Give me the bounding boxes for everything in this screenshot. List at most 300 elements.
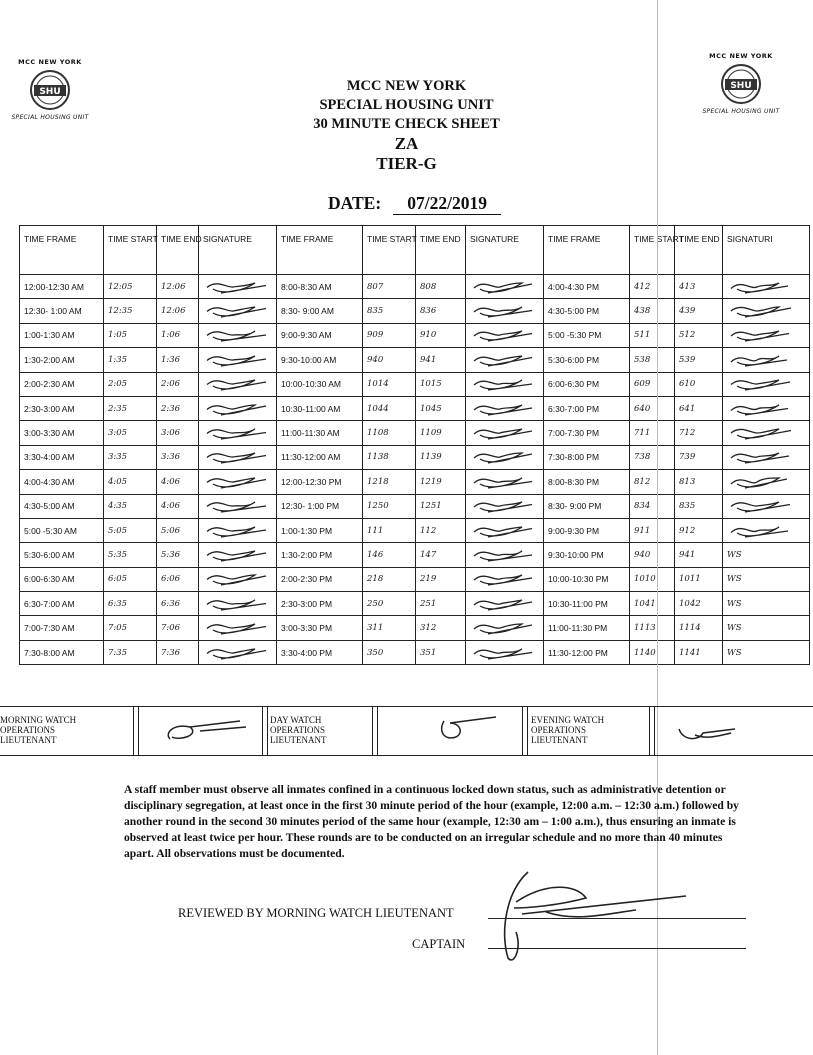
signature-cell <box>466 494 544 518</box>
signature-scribble-icon <box>203 277 273 297</box>
time-frame-cell: 6:30-7:00 PM <box>544 396 630 420</box>
time-end-cell: 5:36 <box>157 543 199 567</box>
time-start-cell: 12:05 <box>104 275 157 299</box>
time-start-cell: 640 <box>630 396 675 420</box>
badge-text: SHU <box>39 87 61 97</box>
time-start-cell: 609 <box>630 372 675 396</box>
signature-scribble-icon <box>203 325 273 345</box>
time-end-cell: 539 <box>675 348 723 372</box>
logo-unit-text: SPECIAL HOUSING UNIT <box>702 108 780 115</box>
time-end-cell: 219 <box>416 567 466 591</box>
time-frame-cell: 10:30-11:00 PM <box>544 592 630 616</box>
time-end-cell: 1251 <box>416 494 466 518</box>
time-start-cell: 146 <box>363 543 416 567</box>
time-start-cell: 1108 <box>363 421 416 445</box>
signature-cell <box>466 592 544 616</box>
signature-cell: WS <box>723 616 810 640</box>
time-end-cell: 739 <box>675 445 723 469</box>
time-start-cell: 3:35 <box>104 445 157 469</box>
time-frame-cell: 8:30- 9:00 PM <box>544 494 630 518</box>
time-start-cell: 940 <box>630 543 675 567</box>
morning-signature-icon <box>160 717 250 745</box>
time-start-cell: 1218 <box>363 470 416 494</box>
morning-operations-line: OPERATIONS <box>0 725 56 735</box>
time-end-cell: 1141 <box>675 640 723 664</box>
time-frame-cell: 3:30-4:00 AM <box>20 445 104 469</box>
signature-cell <box>723 445 810 469</box>
signature-scribble-icon <box>470 496 540 516</box>
signature-cell <box>723 372 810 396</box>
time-end-cell: 6:06 <box>157 567 199 591</box>
signature-scribble-icon <box>203 569 273 589</box>
signature-scribble-icon <box>727 423 797 443</box>
time-frame-cell: 7:00-7:30 AM <box>20 616 104 640</box>
time-end-cell: 1045 <box>416 396 466 420</box>
time-frame-cell: 1:00-1:30 AM <box>20 323 104 347</box>
time-start-cell: 311 <box>363 616 416 640</box>
time-end-cell: 941 <box>416 348 466 372</box>
evening-watch-line: EVENING WATCH <box>531 715 605 725</box>
signature-cell <box>199 299 277 323</box>
day-operations-line: OPERATIONS <box>270 725 326 735</box>
header-line-4: ZA <box>394 134 419 153</box>
time-start-cell: 2:35 <box>104 396 157 420</box>
table-row <box>20 421 810 445</box>
time-frame-cell: 5:00 -5:30 PM <box>544 323 630 347</box>
time-start-cell: 4:35 <box>104 494 157 518</box>
time-start-cell: 834 <box>630 494 675 518</box>
signature-scribble-icon <box>727 277 797 297</box>
time-frame-cell: 4:00-4:30 PM <box>544 275 630 299</box>
header-line-1: MCC NEW YORK <box>346 78 467 94</box>
signature-scribble-icon <box>470 521 540 541</box>
time-start-cell: 350 <box>363 640 416 664</box>
header-line-5: TIER-G <box>376 154 437 173</box>
check-sheet-table <box>19 225 810 665</box>
time-start-cell: 12:35 <box>104 299 157 323</box>
table-row <box>20 518 810 542</box>
signature-cell <box>723 518 810 542</box>
signature-scribble-icon <box>203 496 273 516</box>
time-end-cell: 1219 <box>416 470 466 494</box>
signature-scribble-icon <box>727 447 797 467</box>
signature-cell <box>199 445 277 469</box>
time-start-cell: 4:05 <box>104 470 157 494</box>
time-start-cell: 6:35 <box>104 592 157 616</box>
time-end-cell: 910 <box>416 323 466 347</box>
signature-cell <box>723 470 810 494</box>
signature-cell <box>466 421 544 445</box>
time-frame-cell: 8:00-8:30 PM <box>544 470 630 494</box>
time-start-cell: 538 <box>630 348 675 372</box>
signature-cell <box>199 592 277 616</box>
signature-scribble-icon <box>470 277 540 297</box>
signature-cell <box>466 275 544 299</box>
logo-org-text: MCC NEW YORK <box>18 58 82 66</box>
time-end-cell: 312 <box>416 616 466 640</box>
time-end-cell: 912 <box>675 518 723 542</box>
time-end-cell: 1015 <box>416 372 466 396</box>
signature-cell <box>466 640 544 664</box>
column-header: TIME FRAME <box>20 226 104 275</box>
time-frame-cell: 7:00-7:30 PM <box>544 421 630 445</box>
signature-scribble-icon <box>727 374 797 394</box>
time-frame-cell: 2:30-3:00 PM <box>277 592 363 616</box>
time-start-cell: 511 <box>630 323 675 347</box>
time-frame-cell: 7:30-8:00 PM <box>544 445 630 469</box>
time-end-cell: 1011 <box>675 567 723 591</box>
signature-scribble-icon <box>727 521 797 541</box>
time-frame-cell: 2:00-2:30 AM <box>20 372 104 396</box>
time-frame-cell: 4:00-4:30 AM <box>20 470 104 494</box>
signature-cell <box>723 396 810 420</box>
signature-scribble-icon <box>203 545 273 565</box>
column-header: SIGNATURE <box>466 226 544 275</box>
table-row <box>20 543 810 567</box>
time-start-cell: 6:05 <box>104 567 157 591</box>
time-end-cell: 7:36 <box>157 640 199 664</box>
signature-scribble-icon <box>203 472 273 492</box>
time-start-cell: 1250 <box>363 494 416 518</box>
time-start-cell: 5:05 <box>104 518 157 542</box>
time-frame-cell: 6:00-6:30 PM <box>544 372 630 396</box>
time-start-cell: 812 <box>630 470 675 494</box>
time-frame-cell: 1:30-2:00 AM <box>20 348 104 372</box>
column-header: TIME START <box>630 226 675 275</box>
time-start-cell: 835 <box>363 299 416 323</box>
time-frame-cell: 5:30-6:00 PM <box>544 348 630 372</box>
time-end-cell: 2:06 <box>157 372 199 396</box>
time-end-cell: 941 <box>675 543 723 567</box>
time-frame-cell: 6:00-6:30 AM <box>20 567 104 591</box>
time-start-cell: 911 <box>630 518 675 542</box>
signature-scribble-icon <box>470 643 540 663</box>
time-start-cell: 7:35 <box>104 640 157 664</box>
column-header: TIME START <box>104 226 157 275</box>
policy-note: A staff member must observe all inmates confined in a continuous locked down status, such as administrative detention or disciplinary segregation, at least once in the first 30 minute period of the hour (example, 12:00 a.m. – 12:30 a.m.) followed by another round in the second 30 minutes period of the same hour (example, 12:30 am – 1:00 a.m.), thus ensuring an inmate is observed at least twice per hour. These rounds are to be conducted on an irregular schedule and no more than 40 minutes apart. All observations must be documented. <box>124 783 739 860</box>
signature-scribble-icon <box>470 399 540 419</box>
signature-scribble-icon <box>203 594 273 614</box>
time-end-cell: 147 <box>416 543 466 567</box>
signature-scribble-icon <box>470 447 540 467</box>
time-frame-cell: 9:00-9:30 PM <box>544 518 630 542</box>
time-frame-cell: 11:00-11:30 PM <box>544 616 630 640</box>
signature-scribble-icon <box>203 643 273 663</box>
signature-cell <box>466 567 544 591</box>
signature-cell <box>199 494 277 518</box>
table-row <box>20 372 810 396</box>
time-start-cell: 1140 <box>630 640 675 664</box>
time-start-cell: 111 <box>363 518 416 542</box>
time-end-cell: 836 <box>416 299 466 323</box>
table-row <box>20 494 810 518</box>
time-frame-cell: 8:30- 9:00 AM <box>277 299 363 323</box>
signature-cell <box>199 396 277 420</box>
date-label: DATE: <box>328 193 382 213</box>
time-start-cell: 1138 <box>363 445 416 469</box>
table-row <box>20 640 810 664</box>
signature-scribble-icon <box>203 447 273 467</box>
time-frame-cell: 9:30-10:00 AM <box>277 348 363 372</box>
time-end-cell: 4:06 <box>157 470 199 494</box>
signature-cell <box>199 616 277 640</box>
signature-cell <box>466 396 544 420</box>
time-end-cell: 2:36 <box>157 396 199 420</box>
evening-watch-label <box>531 715 604 745</box>
time-frame-cell: 9:30-10:00 PM <box>544 543 630 567</box>
time-end-cell: 1:36 <box>157 348 199 372</box>
signature-cell <box>199 323 277 347</box>
signature-cell: WS <box>723 640 810 664</box>
evening-signature-icon <box>675 719 745 745</box>
watch-signoff-strip <box>0 706 813 756</box>
date-line <box>328 193 501 215</box>
time-start-cell: 807 <box>363 275 416 299</box>
time-frame-cell: 5:00 -5:30 AM <box>20 518 104 542</box>
time-frame-cell: 2:00-2:30 PM <box>277 567 363 591</box>
signature-scribble-icon <box>203 301 273 321</box>
signature-scribble-icon <box>470 618 540 638</box>
time-end-cell: 610 <box>675 372 723 396</box>
column-header: SIGNATURE <box>199 226 277 275</box>
time-start-cell: 412 <box>630 275 675 299</box>
signature-cell <box>199 470 277 494</box>
signature-cell <box>199 421 277 445</box>
time-end-cell: 7:06 <box>157 616 199 640</box>
signature-scribble-icon <box>470 423 540 443</box>
signature-scribble-icon <box>470 545 540 565</box>
logo-org-text: MCC NEW YORK <box>709 52 773 60</box>
time-frame-cell: 3:30-4:00 PM <box>277 640 363 664</box>
signature-scribble-icon <box>203 521 273 541</box>
time-start-cell: 2:05 <box>104 372 157 396</box>
time-end-cell: 1114 <box>675 616 723 640</box>
time-end-cell: 1109 <box>416 421 466 445</box>
time-frame-cell: 11:30-12:00 AM <box>277 445 363 469</box>
day-watch-label <box>270 715 326 745</box>
signature-cell <box>466 299 544 323</box>
time-frame-cell: 1:30-2:00 PM <box>277 543 363 567</box>
signature-scribble-icon <box>727 301 797 321</box>
time-frame-cell: 12:00-12:30 AM <box>20 275 104 299</box>
time-end-cell: 12:06 <box>157 275 199 299</box>
time-frame-cell: 6:30-7:00 AM <box>20 592 104 616</box>
table-row <box>20 470 810 494</box>
signature-cell <box>723 323 810 347</box>
time-frame-cell: 11:30-12:00 PM <box>544 640 630 664</box>
time-end-cell: 413 <box>675 275 723 299</box>
time-end-cell: 1042 <box>675 592 723 616</box>
signature-scribble-icon <box>470 350 540 370</box>
time-end-cell: 12:06 <box>157 299 199 323</box>
signature-cell <box>466 518 544 542</box>
signature-cell <box>466 543 544 567</box>
column-header: TIME END <box>675 226 723 275</box>
signature-scribble-icon <box>470 569 540 589</box>
time-start-cell: 711 <box>630 421 675 445</box>
column-header: SIGNATURI <box>723 226 810 275</box>
time-start-cell: 738 <box>630 445 675 469</box>
day-watch-line: DAY WATCH <box>270 715 322 725</box>
signature-cell <box>723 421 810 445</box>
time-frame-cell: 10:30-11:00 AM <box>277 396 363 420</box>
column-header: TIME END <box>416 226 466 275</box>
morning-lieutenant-line: LIEUTENANT <box>0 735 57 745</box>
table-row <box>20 275 810 299</box>
column-header: TIME END <box>157 226 199 275</box>
time-frame-cell: 5:30-6:00 AM <box>20 543 104 567</box>
time-end-cell: 439 <box>675 299 723 323</box>
signature-cell <box>199 372 277 396</box>
time-frame-cell: 4:30-5:00 PM <box>544 299 630 323</box>
column-header: TIME START <box>363 226 416 275</box>
time-end-cell: 351 <box>416 640 466 664</box>
date-value: 07/22/2019 <box>393 193 501 215</box>
document-header <box>0 77 813 174</box>
signature-scribble-icon <box>470 472 540 492</box>
signature-scribble-icon <box>203 618 273 638</box>
signature-scribble-icon <box>470 374 540 394</box>
time-start-cell: 1014 <box>363 372 416 396</box>
time-start-cell: 438 <box>630 299 675 323</box>
table-body <box>20 275 810 665</box>
signature-scribble-icon <box>203 374 273 394</box>
time-end-cell: 3:06 <box>157 421 199 445</box>
signature-cell <box>723 348 810 372</box>
signature-scribble-icon <box>727 496 797 516</box>
time-start-cell: 1044 <box>363 396 416 420</box>
time-end-cell: 808 <box>416 275 466 299</box>
table-row <box>20 445 810 469</box>
time-start-cell: 7:05 <box>104 616 157 640</box>
table-row <box>20 396 810 420</box>
time-start-cell: 218 <box>363 567 416 591</box>
signature-scribble-icon <box>470 301 540 321</box>
table-row <box>20 567 810 591</box>
time-start-cell: 1113 <box>630 616 675 640</box>
time-start-cell: 1041 <box>630 592 675 616</box>
signature-cell <box>723 494 810 518</box>
time-start-cell: 250 <box>363 592 416 616</box>
logo-unit-text: SPECIAL HOUSING UNIT <box>11 114 89 121</box>
time-end-cell: 1:06 <box>157 323 199 347</box>
header-line-2: SPECIAL HOUSING UNIT <box>319 97 494 113</box>
captain-signature-icon <box>486 862 696 972</box>
table-row <box>20 592 810 616</box>
time-frame-cell: 4:30-5:00 AM <box>20 494 104 518</box>
time-frame-cell: 11:00-11:30 AM <box>277 421 363 445</box>
table-row <box>20 348 810 372</box>
time-start-cell: 5:35 <box>104 543 157 567</box>
signature-scribble-icon <box>727 325 797 345</box>
signature-scribble-icon <box>203 350 273 370</box>
signature-cell <box>199 275 277 299</box>
time-frame-cell: 1:00-1:30 PM <box>277 518 363 542</box>
signature-scribble-icon <box>203 399 273 419</box>
signature-scribble-icon <box>727 399 797 419</box>
morning-watch-label <box>0 715 76 745</box>
header-line-3: 30 MINUTE CHECK SHEET <box>313 116 500 132</box>
time-end-cell: 3:36 <box>157 445 199 469</box>
time-end-cell: 512 <box>675 323 723 347</box>
signature-scribble-icon <box>470 594 540 614</box>
time-start-cell: 909 <box>363 323 416 347</box>
column-header: TIME FRAME <box>277 226 363 275</box>
signature-cell <box>466 323 544 347</box>
signature-cell <box>199 640 277 664</box>
time-start-cell: 1:05 <box>104 323 157 347</box>
day-signature-icon <box>430 715 500 745</box>
signature-cell <box>199 567 277 591</box>
signature-scribble-icon <box>203 423 273 443</box>
time-end-cell: 813 <box>675 470 723 494</box>
time-frame-cell: 12:00-12:30 PM <box>277 470 363 494</box>
signature-cell <box>199 543 277 567</box>
time-frame-cell: 7:30-8:00 AM <box>20 640 104 664</box>
time-start-cell: 940 <box>363 348 416 372</box>
signature-scribble-icon <box>727 472 797 492</box>
morning-watch-line: MORNING WATCH <box>0 715 77 725</box>
time-frame-cell: 3:00-3:30 PM <box>277 616 363 640</box>
signature-cell <box>466 348 544 372</box>
day-lieutenant-line: LIEUTENANT <box>270 735 327 745</box>
badge-text: SHU <box>730 81 752 91</box>
captain-label: CAPTAIN <box>412 937 466 951</box>
time-end-cell: 6:36 <box>157 592 199 616</box>
evening-operations-line: OPERATIONS <box>531 725 587 735</box>
time-end-cell: 1139 <box>416 445 466 469</box>
time-frame-cell: 8:00-8:30 AM <box>277 275 363 299</box>
signature-cell <box>466 445 544 469</box>
signature-cell <box>466 470 544 494</box>
column-header: TIME FRAME <box>544 226 630 275</box>
signature-scribble-icon <box>470 325 540 345</box>
time-frame-cell: 3:00-3:30 AM <box>20 421 104 445</box>
time-end-cell: 112 <box>416 518 466 542</box>
signature-cell <box>199 348 277 372</box>
time-end-cell: 251 <box>416 592 466 616</box>
time-end-cell: 641 <box>675 396 723 420</box>
signature-cell <box>466 372 544 396</box>
time-frame-cell: 12:30- 1:00 PM <box>277 494 363 518</box>
time-end-cell: 4:06 <box>157 494 199 518</box>
signature-cell <box>199 518 277 542</box>
signature-cell <box>466 616 544 640</box>
signature-cell <box>723 275 810 299</box>
table-row <box>20 299 810 323</box>
signature-cell: WS <box>723 543 810 567</box>
time-frame-cell: 2:30-3:00 AM <box>20 396 104 420</box>
signature-cell: WS <box>723 592 810 616</box>
time-start-cell: 1010 <box>630 567 675 591</box>
signature-cell <box>723 299 810 323</box>
time-end-cell: 5:06 <box>157 518 199 542</box>
evening-lieutenant-line: LIEUTENANT <box>531 735 588 745</box>
table-row <box>20 616 810 640</box>
table-header-row <box>20 226 810 275</box>
time-start-cell: 3:05 <box>104 421 157 445</box>
time-start-cell: 1:35 <box>104 348 157 372</box>
time-frame-cell: 10:00-10:30 PM <box>544 567 630 591</box>
time-end-cell: 835 <box>675 494 723 518</box>
time-frame-cell: 9:00-9:30 AM <box>277 323 363 347</box>
time-frame-cell: 12:30- 1:00 AM <box>20 299 104 323</box>
table-row <box>20 323 810 347</box>
signature-cell: WS <box>723 567 810 591</box>
time-frame-cell: 10:00-10:30 AM <box>277 372 363 396</box>
time-end-cell: 712 <box>675 421 723 445</box>
signature-scribble-icon <box>727 350 797 370</box>
